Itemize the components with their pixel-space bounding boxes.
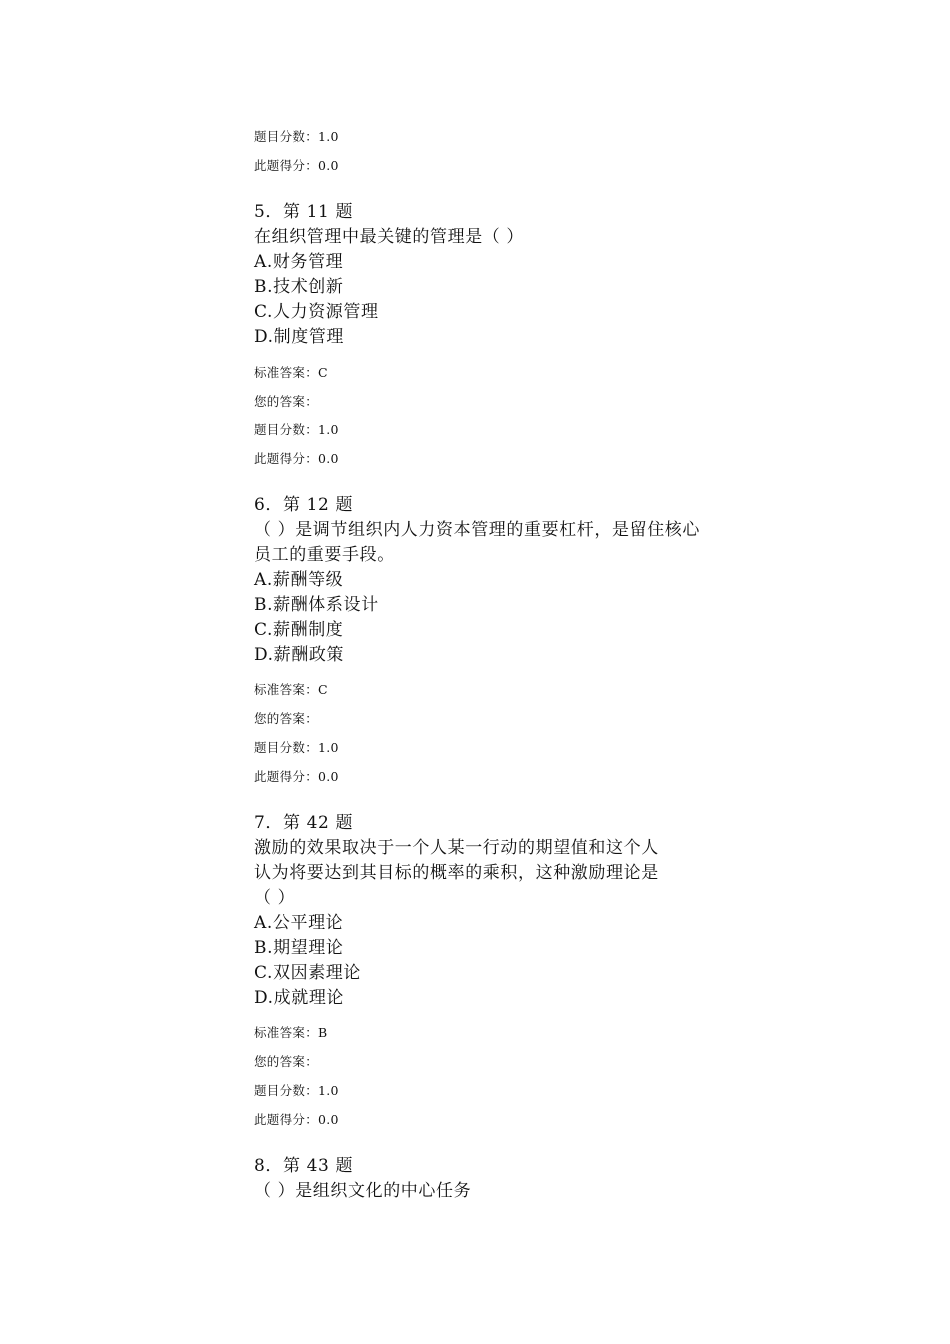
- option-d: D.成就理论: [254, 988, 345, 1008]
- got-value: 0.0: [318, 158, 339, 173]
- your-answer-row: [254, 710, 318, 728]
- got-label: 此题得分：: [254, 769, 319, 784]
- got-value: 0.0: [318, 1112, 339, 1127]
- question-title: 5．第 11 题: [254, 202, 354, 222]
- score-label: 题目分数：: [254, 422, 319, 437]
- question-title: 7．第 42 题: [254, 813, 354, 833]
- option-b: B.薪酬体系设计: [254, 595, 379, 615]
- question-text-line-2: 认为将要达到其目标的概率的乘积，这种激励理论是: [254, 863, 659, 883]
- got-row: [254, 450, 339, 468]
- option-b: B.期望理论: [254, 938, 344, 958]
- option-c: C.人力资源管理: [254, 302, 379, 322]
- score-value: 1.0: [318, 422, 339, 437]
- question-text-line-1: 激励的效果取决于一个人某一行动的期望值和这个人: [254, 838, 659, 858]
- standard-answer-label: 标准答案：: [254, 682, 319, 697]
- standard-answer-value: C: [318, 365, 328, 380]
- your-answer-label: 您的答案：: [254, 394, 319, 409]
- option-a: A.公平理论: [254, 913, 344, 933]
- got-label: 此题得分：: [254, 158, 319, 173]
- option-c: C.双因素理论: [254, 963, 362, 983]
- score-value: 1.0: [318, 740, 339, 755]
- option-d: D.制度管理: [254, 327, 345, 347]
- got-value: 0.0: [318, 769, 339, 784]
- score-label: 题目分数：: [254, 740, 319, 755]
- prev-score-row: [254, 128, 339, 146]
- got-label: 此题得分：: [254, 451, 319, 466]
- your-answer-row: [254, 1053, 318, 1071]
- question-text: （ ）是调节组织内人力资本管理的重要杠杆，是留住核心员工的重要手段。: [254, 520, 701, 565]
- score-row: [254, 739, 339, 757]
- score-row: [254, 421, 339, 439]
- standard-answer-value: B: [318, 1025, 328, 1040]
- option-a: A.财务管理: [254, 252, 344, 272]
- option-b: B.技术创新: [254, 277, 344, 297]
- got-label: 此题得分：: [254, 1112, 319, 1127]
- score-value: 1.0: [318, 1083, 339, 1098]
- question-text: （ ）是组织文化的中心任务: [254, 1181, 472, 1201]
- score-label: 题目分数：: [254, 1083, 319, 1098]
- question-text: 在组织管理中最关键的管理是（ ）: [254, 227, 525, 247]
- score-label: 题目分数：: [254, 129, 319, 144]
- question-title: 6．第 12 题: [254, 495, 354, 515]
- question-title: 8．第 43 题: [254, 1156, 354, 1176]
- option-a: A.薪酬等级: [254, 570, 344, 590]
- standard-answer-value: C: [318, 682, 328, 697]
- score-value: 1.0: [318, 129, 339, 144]
- prev-got-row: [254, 157, 339, 175]
- standard-answer-row: [254, 1024, 328, 1042]
- your-answer-row: [254, 393, 318, 411]
- got-row: [254, 1111, 339, 1129]
- standard-answer-row: [254, 681, 328, 699]
- standard-answer-row: [254, 364, 328, 382]
- question-text-line-3: （ ）: [254, 888, 296, 908]
- got-value: 0.0: [318, 451, 339, 466]
- score-row: [254, 1082, 339, 1100]
- standard-answer-label: 标准答案：: [254, 1025, 319, 1040]
- your-answer-label: 您的答案：: [254, 711, 319, 726]
- option-d: D.薪酬政策: [254, 645, 345, 665]
- standard-answer-label: 标准答案：: [254, 365, 319, 380]
- your-answer-label: 您的答案：: [254, 1054, 319, 1069]
- got-row: [254, 768, 339, 786]
- option-c: C.薪酬制度: [254, 620, 344, 640]
